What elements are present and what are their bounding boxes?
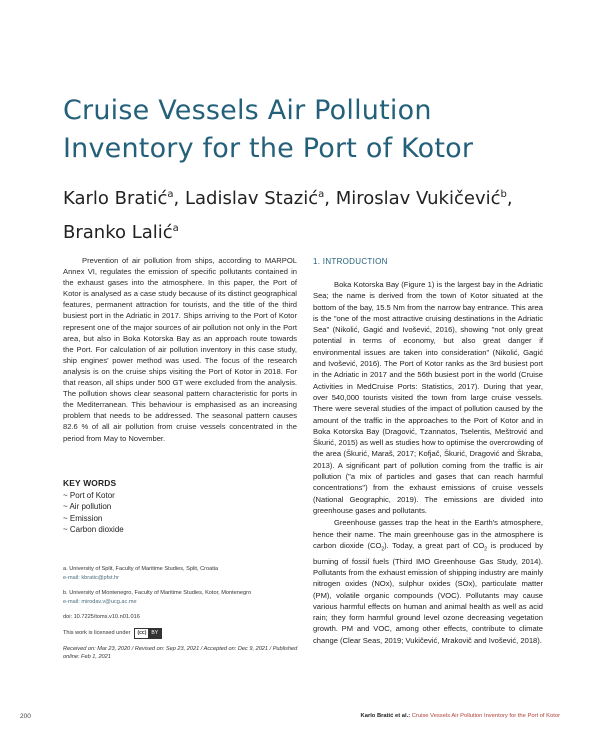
keyword-item: ~ Port of Kotor [63, 490, 297, 502]
abstract-text: Prevention of air pollution from ships, according to MARPOL Annex VI, regulates the emission of specific pollutants contained in the exhaust gases into the atmosphere. In this paper, the Port of Kotor is analysed as a case study because of its distinct geographical features, permanent attraction for tourists, and the title of the third busiest port in the Adriatic in 2017. Ships arriving to the Port of Kotor represent one of the major sources of air pollution not only in the Port area, but also in Boka Kotorska Bay as an approach route towards the Port. For calculation of air pollution inventory in this case study, ship engines' power method was used. The focus of the research analysis is on the cruise ships visiting the Port of Kotor in 2018. For that reason, all ships under 500 GT were excluded from the analysis. The pollution shows clear seasonal pattern characteristic for ports in the Mediterranean. This behaviour is emphasised as an increasing problem that needs to be addressed. The seasonal pattern causes 82.6 % of all air pollution from cruise vessels concentrated in the period from May to November. [63, 256, 297, 443]
body-column [313, 279, 543, 646]
running-author: Karlo Bratić et al.: [360, 713, 411, 719]
author: Karlo Bratić$^a$, [63, 188, 185, 209]
keywords-list [63, 490, 297, 536]
by-icon: BY [148, 629, 161, 638]
affiliation: a. University of Split, Faculty of Maritime Studies, Split, Croatia [63, 566, 219, 572]
body-paragraph: Greenhouse gasses trap the heat in the Earth's atmosphere, hence their name. The main greenhouse gas in the atmosphere is carbon dioxide $(CO_2)$. Today, a great part of $CO_2$ is produced by burning of fossil fuels (Third IMO Greenhouse Gas Study, 2014). Pollutants from the exhaust emission of shipping industry are mainly nitrogen oxides (NOx), sulphur oxides (SOx), particulate matter (PM), volatile organic compounds (VOC). Pollutants may cause various harmful effects on human and animal health as well as acid rain; they form harmful ground level ozone decreasing vegetation growth. PM and VOC, among other effects, contribute to climate change (Clear Seas, 2019; Vukičević, Mrakovič and Ivošević, 2018). [313, 518, 543, 645]
keyword-item: ~ Carbon dioxide [63, 524, 297, 536]
affiliations-block [63, 565, 303, 662]
license-row [63, 628, 303, 639]
body-paragraph: Boka Kotorska Bay (Figure 1) is the largest bay in the Adriatic Sea; the name is derived from the town of Kotor situated at the bottom of the bay, 15.5 Nm from the narrow bay entrance. This area is the "one of the most attractive cruising destinations in the Adriatic Sea" (Nikolić, Gagić and Ivošević, 2016), showing "not only great potential in terms of economy, but also great danger if environmental issues are taken into consideration" (Nikolić, Gagić and Ivošević, 2016). The Port of Kotor ranks as the 3rd busiest port in the Adriatic in 2017 and the 56th busiest port in the world (Cruise Activities in MedCruise Ports: Statistics, 2017). During that year, over 540,000 tourists visited the town from large cruise vessels. There were several studies of the impact of pollution caused by the amount of the traffic in the approaches to the Port of Kotor and in Boka Kotorska Bay (Dragović, Tzannatos, Tselentis, Meštrović and Škurić, 2015) as well as studies how to optimise the overcrowding of the area (Škurić, Maraš, 2017; Kofjač, Škurić, Dragović and Škraba, 2013). A significant part of pollution coming from the traffic is air pollution ("a mix of particles and gases that can reach harmful concentrations") from the exhaust emissions of cruise vessels (National Geographic, 2019). The emissions are divided into greenhouse gases and pollutants. [313, 280, 543, 515]
author-list [63, 180, 543, 248]
running-footer [361, 713, 560, 719]
cc-icon: (cc) [137, 629, 147, 636]
keywords-block [63, 478, 297, 536]
publication-dates: Received on: Mar 23, 2020 / Revised on: Sep 23, 2021 / Accepted on: Dec 9, 2021 / Published online: Feb 1, 2021 [63, 645, 298, 660]
cc-by-badge[interactable] [134, 628, 162, 639]
author: Branko Lalić$^a$ [63, 222, 179, 243]
page-number: 200 [20, 713, 31, 720]
keyword-item: ~ Air pollution [63, 501, 297, 513]
license-text: This work is licensed under [63, 629, 131, 636]
author: Ladislav Stazić$^a$, [184, 188, 336, 209]
article-title: Cruise Vessels Air Pollution Inventory for the Port of Kotor [63, 95, 474, 164]
keyword-item: ~ Emission [63, 513, 297, 525]
section-heading: 1. INTRODUCTION [313, 257, 388, 266]
keywords-heading: KEY WORDS [63, 478, 117, 488]
doi[interactable]: doi: 10.7225/toms.v10.n01.016 [63, 614, 140, 620]
affiliation: b. University of Montenegro, Faculty of Maritime Studies, Kotor, Montenegro [63, 590, 252, 596]
email-link[interactable]: e-mail: mirodav.v@ucg.ac.me [63, 598, 137, 605]
abstract [63, 255, 297, 444]
running-title: Cruise Vessels Air Pollution Inventory for the Port of Kotor [411, 713, 560, 719]
email-link[interactable]: e-mail: kbratic@pfst.hr [63, 574, 120, 581]
author: Miroslav Vukičević$^b$, [335, 188, 513, 209]
